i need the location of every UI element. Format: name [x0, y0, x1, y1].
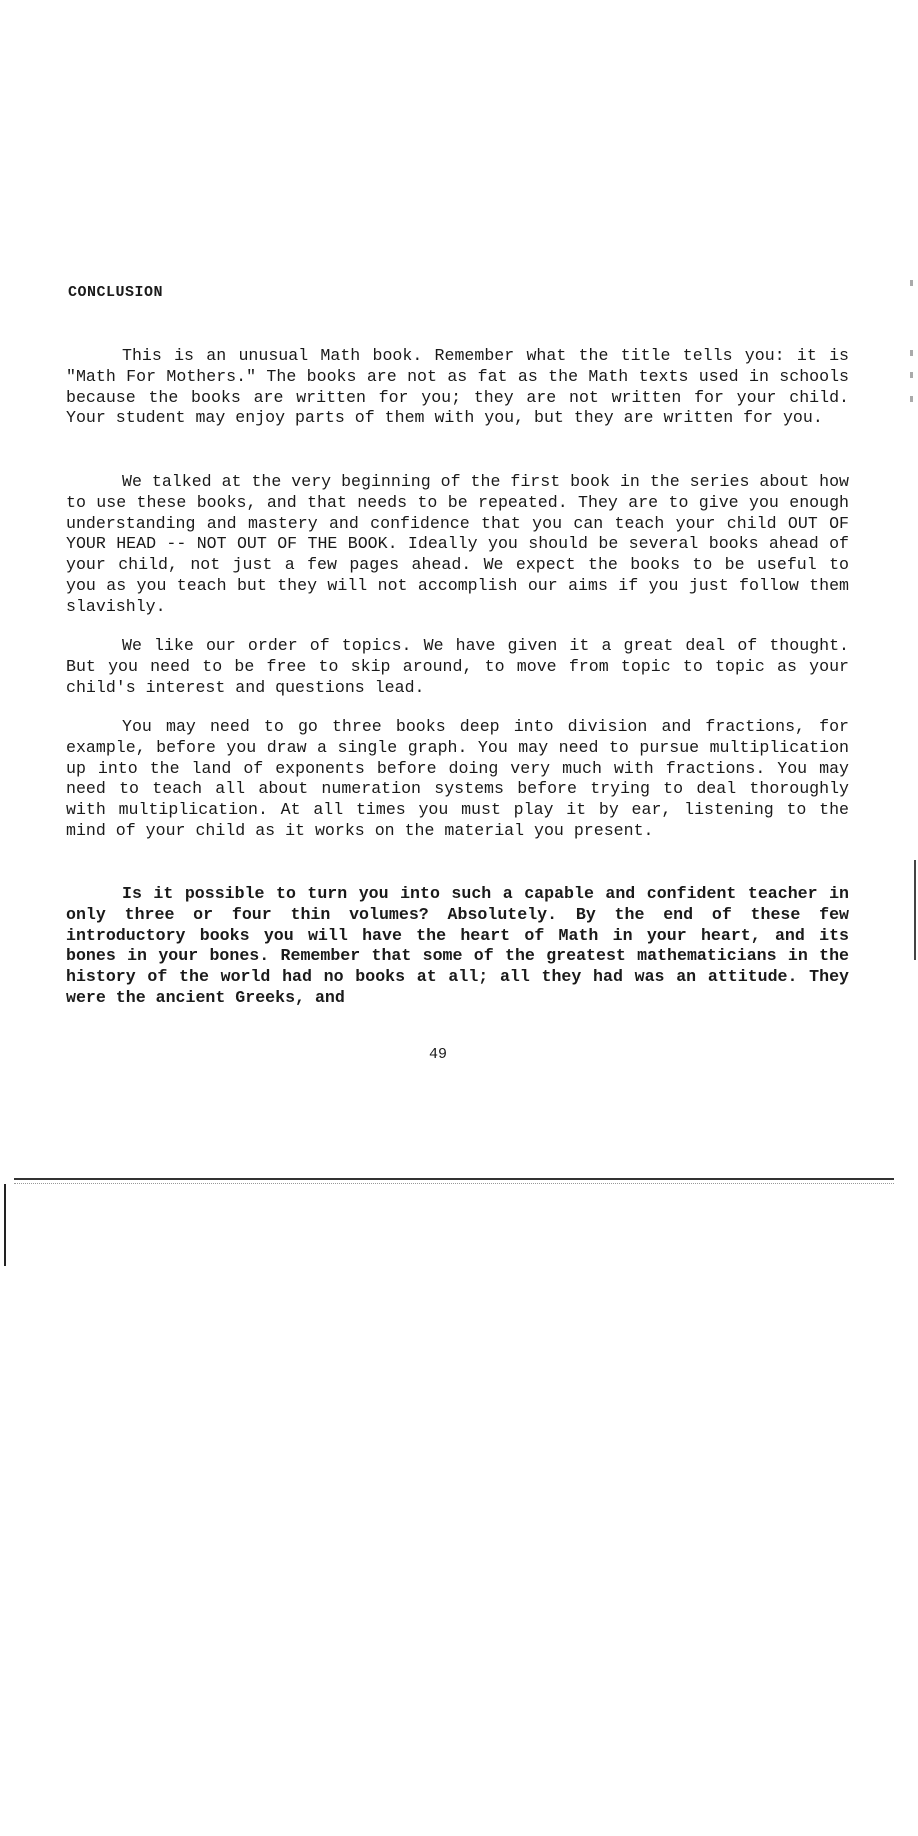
paragraph-3: We like our order of topics. We have given it a great deal of thought. But you need to be free to skip around, to move from topic to topic as your child's interest and questions lead.: [66, 636, 849, 697]
scan-artifact-left-mark: [4, 1184, 6, 1266]
scan-artifact-tick: [910, 280, 913, 286]
scan-artifact-tick: [910, 372, 913, 378]
paragraph-5: Is it possible to turn you into such a capable and confident teacher in only three or four thin volumes? Absolutely. By the end of these few introductory books you will have the heart of Math in your heart, and its bones in your bones. Remember that some of the greatest mathematicians in the history of the world had no books at all; all they had was an attitude. They were the ancient Greeks, and: [66, 884, 849, 1007]
scan-artifact-right-mark: [914, 860, 916, 960]
scan-edge-line-faint: [14, 1183, 894, 1184]
scan-artifact-tick: [910, 396, 913, 402]
paragraph-4: You may need to go three books deep into division and fractions, for example, before you draw a single graph. You may need to pursue multiplication up into the land of exponents before doing very much with fractions. You may need to teach all about numeration systems before trying to deal thoroughly with multiplication. At all times you must play it by ear, listening to the mind of your child as it works on the material you present.: [66, 717, 849, 840]
scan-edge-line: [14, 1178, 894, 1180]
page-number: 49: [428, 1046, 447, 1063]
paragraph-2: We talked at the very beginning of the first book in the series about how to use these books, and that needs to be repeated. They are to give you enough understanding and mastery and confidence that you can teach your child OUT OF YOUR HEAD -- NOT OUT OF THE BOOK. Ideally you should be several books ahead of your child, not just a few pages ahead. We expect the books to be useful to you as you teach but they will not accomplish our aims if you just follow them slavishly.: [66, 472, 849, 616]
section-heading: CONCLUSION: [68, 284, 164, 301]
paragraph-1: This is an unusual Math book. Remember what the title tells you: it is "Math For Mothers." The books are not as fat as the Math texts used in schools because the books are written for you; they are not written for your child. Your student may enjoy parts of them with you, but they are written for you.: [66, 346, 849, 428]
scan-artifact-tick: [910, 350, 913, 356]
